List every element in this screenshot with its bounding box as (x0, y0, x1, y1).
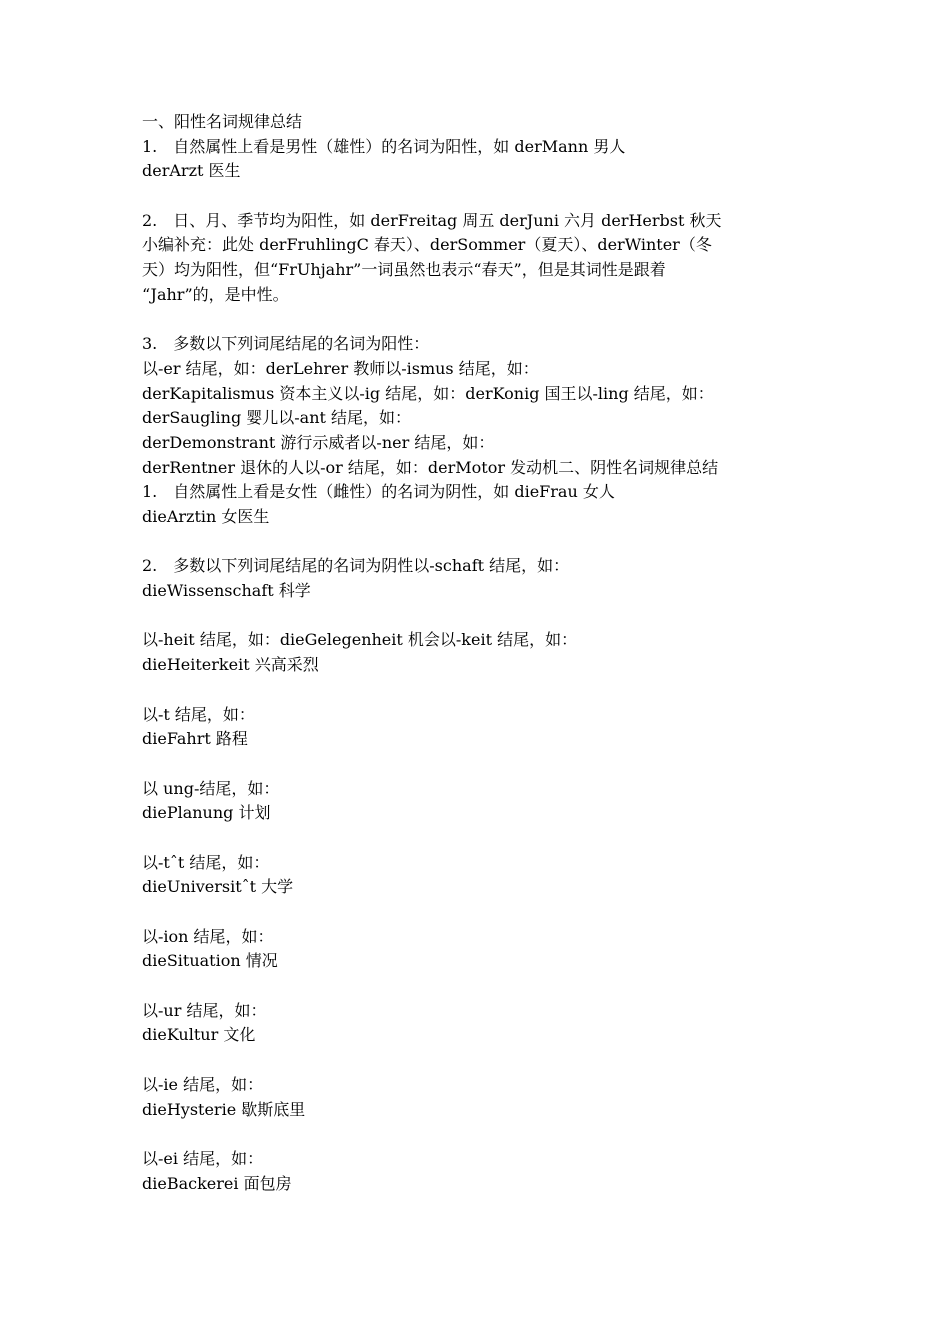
text-line: derKapitalismus 资本主义以-ig 结尾，如：derKonig 国王以-ling 结尾，如： (142, 383, 714, 403)
text-line: 1. 自然属性上看是女性（雌性）的名词为阴性，如 dieFrau 女人 (142, 482, 615, 502)
text-line: dieUniversitˆt 大学 (142, 877, 294, 897)
text-line: 以-tˆt 结尾，如： (142, 852, 270, 872)
text-line: 以 ung-结尾，如： (142, 778, 280, 798)
text-line: dieFahrt 路程 (142, 729, 248, 749)
blank-line (142, 308, 822, 333)
text-line: 以-heit 结尾，如：dieGelegenheit 机会以-keit 结尾，如： (142, 630, 578, 650)
text-line: 天）均为阳性，但“FrUhjahr”一词虽然也表示“春天”，但是其词性是跟着 (142, 260, 666, 280)
text-line: dieHysterie 歇斯底里 (142, 1099, 306, 1119)
blank-line (142, 1122, 822, 1147)
text-line: derDemonstrant 游行示威者以-ner 结尾，如： (142, 432, 495, 452)
document-body (142, 110, 822, 1196)
text-line: derSaugling 婴儿以-ant 结尾，如： (142, 408, 412, 428)
blank-line (142, 752, 822, 777)
blank-line (142, 530, 822, 555)
text-line: dieHeiterkeit 兴高采烈 (142, 655, 319, 675)
text-line: 以-ur 结尾，如： (142, 1000, 267, 1020)
text-line: diePlanung 计划 (142, 803, 271, 823)
text-line: dieWissenschaft 科学 (142, 581, 311, 601)
text-line: 以-ion 结尾，如： (142, 926, 274, 946)
text-line: derArzt 医生 (142, 161, 241, 181)
text-line: 以-ei 结尾，如： (142, 1148, 264, 1168)
text-line: 小编补充：此处 derFruhlingC 春天）、derSommer（夏天）、derWinter（冬 (142, 235, 712, 255)
text-line: 2. 日、月、季节均为阳性，如 derFreitag 周五 derJuni 六月 derHerbst 秋天 (142, 210, 722, 230)
blank-line (142, 900, 822, 925)
text-line: “Jahr”的，是中性。 (142, 284, 289, 304)
blank-line (142, 826, 822, 851)
blank-line (142, 604, 822, 629)
text-line: derRentner 退休的人以-or 结尾，如：derMotor 发动机二、阴性名词规律总结 (142, 457, 719, 477)
text-line: 以-er 结尾，如：derLehrer 教师以-ismus 结尾，如： (142, 358, 539, 378)
blank-line (142, 1048, 822, 1073)
text-line: dieBackerei 面包房 (142, 1173, 292, 1193)
text-line: dieSituation 情况 (142, 951, 278, 971)
text-line: 以-ie 结尾，如： (142, 1074, 264, 1094)
text-line: dieArztin 女医生 (142, 507, 270, 526)
text-line: 3. 多数以下列词尾结尾的名词为阳性： (142, 334, 430, 354)
text-line: 以-t 结尾，如： (142, 704, 255, 724)
text-line: 2. 多数以下列词尾结尾的名词为阴性以-schaft 结尾，如： (142, 556, 570, 576)
blank-line (142, 184, 822, 209)
text-line: 一、阳性名词规律总结 (142, 112, 303, 131)
blank-line (142, 678, 822, 703)
text-line: 1. 自然属性上看是男性（雄性）的名词为阳性，如 derMann 男人 (142, 136, 626, 156)
blank-line (142, 974, 822, 999)
text-line: dieKultur 文化 (142, 1025, 256, 1045)
